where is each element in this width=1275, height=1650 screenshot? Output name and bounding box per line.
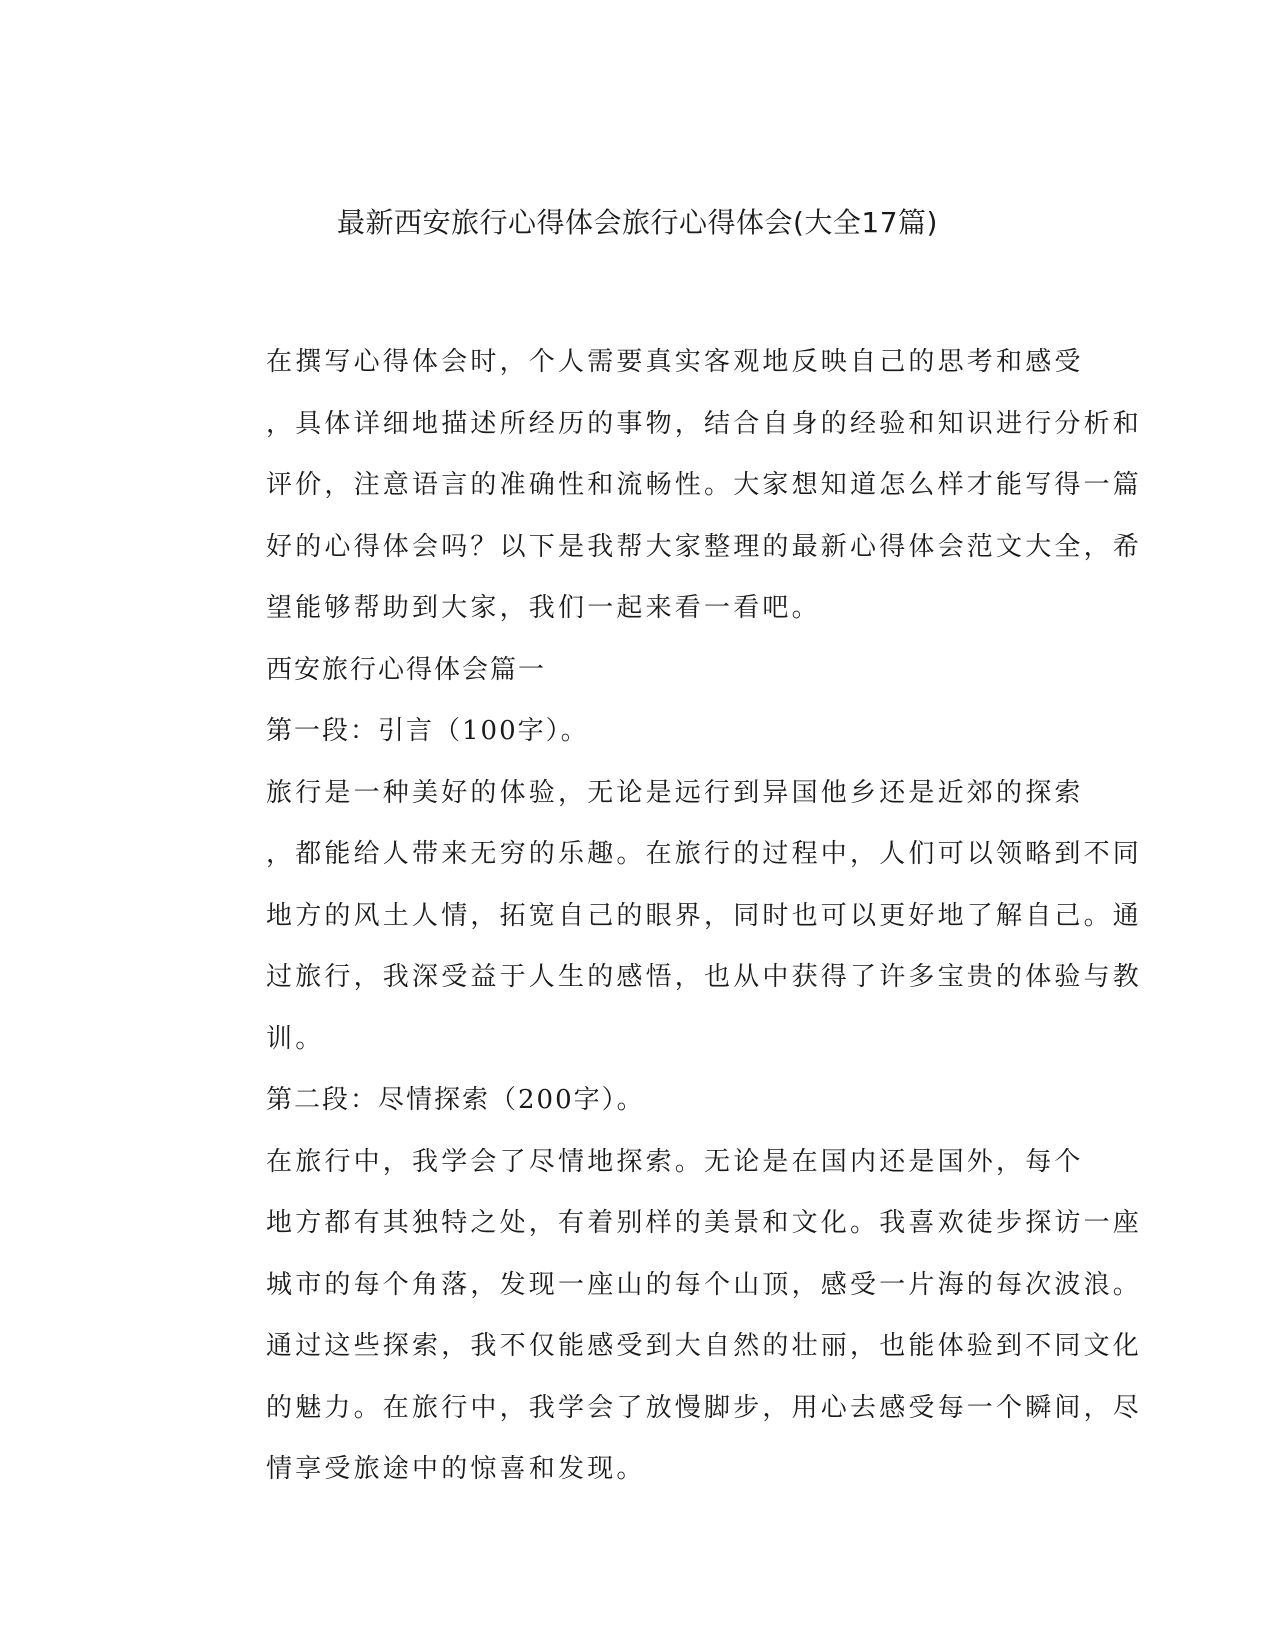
body-paragraph (190, 1132, 1143, 1501)
text-line: 情享受旅途中的惊喜和发现。 (266, 1454, 646, 1484)
text-line: 评价，注意语言的准确性和流畅性。大家想知道怎么样才能写得一篇 (266, 470, 1143, 500)
text-line: 旅行是一种美好的体验，无论是远行到异国他乡还是近郊的探索 (266, 777, 1084, 808)
text-line: 在旅行中，我学会了尽情地探索。无论是在国内还是国外，每个 (266, 1146, 1084, 1177)
document-title: 最新西安旅行心得体会旅行心得体会(大全17篇) (337, 206, 938, 239)
text-line: ，具体详细地描述所经历的事物，结合自身的经验和知识进行分析和 (266, 408, 1143, 439)
text-line: 地方的风土人情，拓宽自己的眼界，同时也可以更好地了解自己。通 (266, 900, 1143, 931)
text-line: 的魅力。在旅行中，我学会了放慢脚步，用心去感受每一个瞬间，尽 (266, 1392, 1143, 1423)
text-line: 第二段：尽情探索（200字）。 (266, 1085, 645, 1115)
section-heading (190, 640, 1070, 702)
text-line: 过旅行，我深受益于人生的感悟，也从中获得了许多宝贵的体验与教 (266, 962, 1143, 992)
text-line: 通过这些探索，我不仅能感受到大自然的壮丽，也能体验到不同文化 (266, 1331, 1143, 1361)
text-line: 地方都有其独特之处，有着别样的美景和文化。我喜欢徒步探访一座 (266, 1208, 1143, 1238)
text-line: 好的心得体会吗？以下是我帮大家整理的最新心得体会范文大全，希 (266, 531, 1143, 562)
text-line: 训。 (266, 1023, 325, 1054)
text-line: 西安旅行心得体会篇一 (266, 654, 547, 685)
body-paragraph (190, 763, 1143, 1071)
text-line: ，都能给人带来无穷的乐趣。在旅行的过程中，人们可以领略到不同 (266, 839, 1143, 869)
text-line: 望能够帮助到大家，我们一起来看一看吧。 (266, 593, 821, 623)
text-line: 城市的每个角落，发现一座山的每个山顶，感受一片海的每次波浪。 (266, 1269, 1143, 1300)
subsection-heading (190, 701, 1070, 763)
intro-paragraph (190, 332, 1143, 640)
subsection-heading (190, 1070, 1070, 1132)
text-line: 在撰写心得体会时，个人需要真实客观地反映自己的思考和感受 (266, 347, 1084, 377)
text-line: 第一段：引言（100字）。 (266, 716, 589, 746)
document-body (190, 332, 1143, 1501)
